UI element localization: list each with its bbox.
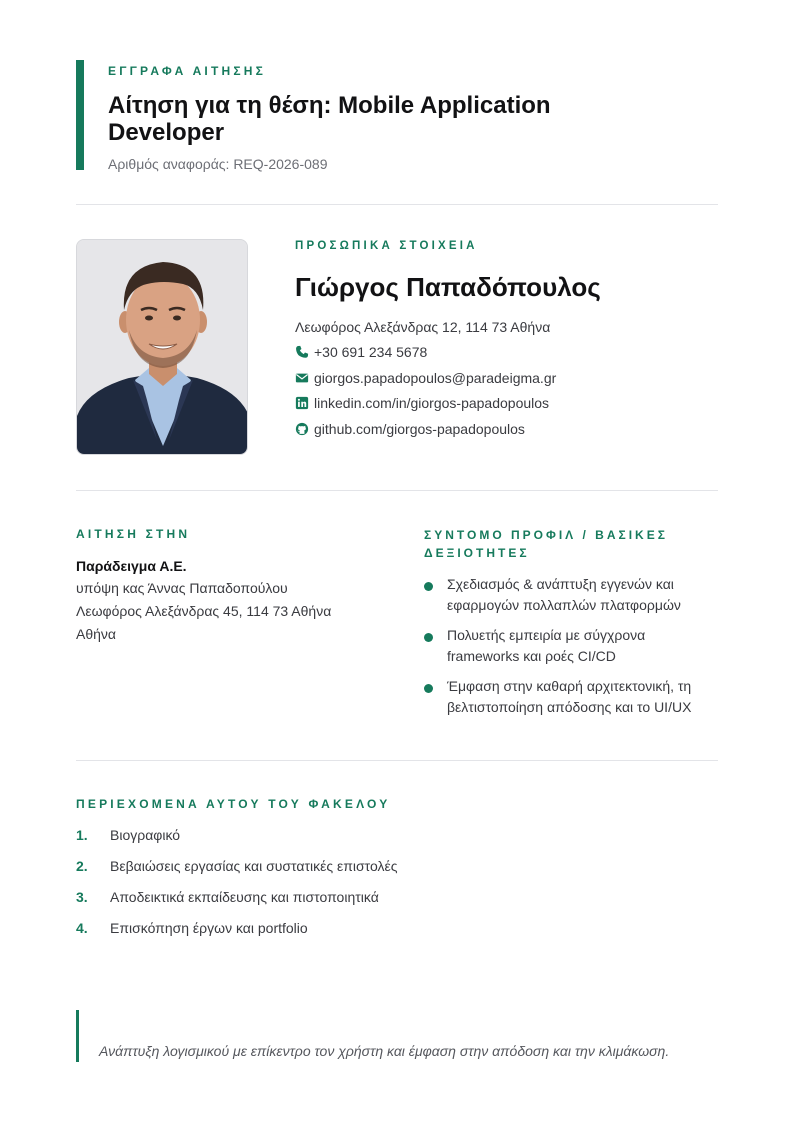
github-text: github.com/giorgos-papadopoulos — [314, 420, 525, 437]
item-number: 3. — [76, 889, 88, 905]
github-icon — [295, 422, 309, 436]
list-item — [76, 856, 718, 876]
item-label: Αποδεικτικά εκπαίδευσης και πιστοποιητικά — [110, 889, 379, 905]
bullet-dot-icon — [424, 582, 433, 591]
header-kicker: ΕΓΓΡΑΦΑ ΑΙΤΗΣΗΣ — [108, 64, 267, 78]
closing-quote — [76, 1010, 718, 1062]
contact-github[interactable] — [295, 420, 715, 438]
contact-email[interactable] — [295, 369, 715, 387]
contact-phone[interactable] — [295, 343, 715, 361]
item-label: Βιογραφικό — [110, 827, 181, 843]
contents-list — [76, 825, 718, 938]
personal-details — [295, 240, 715, 438]
contact-linkedin[interactable] — [295, 394, 715, 412]
email-icon — [295, 371, 309, 385]
contents-section-label: ΠΕΡΙΕΧΟΜΕΝΑ ΑΥΤΟΥ ΤΟΥ ΦΑΚΕΛΟΥ — [76, 797, 391, 811]
profile-photo — [76, 239, 248, 455]
recipient-line: υπόψη κας Άννας Παπαδοπούλου — [76, 580, 288, 596]
personal-section-label: ΠΡΟΣΩΠΙΚΑ ΣΤΟΙΧΕΙΑ — [295, 240, 478, 252]
divider — [76, 204, 718, 205]
reference-number: Αριθμός αναφοράς: REQ-2026-089 — [108, 156, 328, 172]
bullet-dot-icon — [424, 684, 433, 693]
quote-text: Ανάπτυξη λογισμικού με επίκεντρο τον χρήστη και έμφαση στην απόδοση και την κλιμάκωση. — [99, 1043, 670, 1059]
item-number: 4. — [76, 920, 88, 936]
bullet-dot-icon — [424, 633, 433, 642]
item-number: 1. — [76, 827, 88, 843]
list-item — [424, 574, 718, 616]
profile-block — [424, 526, 718, 727]
skill-text: Έμφαση στην καθαρή αρχιτεκτονική, τη βελτιστοποίηση απόδοσης και το UI/UX — [447, 678, 692, 715]
contents-block — [76, 797, 718, 949]
list-item — [424, 676, 718, 718]
applicant-address: Λεωφόρος Αλεξάνδρας 12, 114 73 Αθήνα — [295, 319, 551, 335]
list-item — [424, 625, 718, 667]
item-label: Επισκόπηση έργων και portfolio — [110, 920, 308, 936]
phone-icon — [295, 345, 309, 359]
item-number: 2. — [76, 858, 88, 874]
profile-section-label: ΣΥΝΤΟΜΟ ΠΡΟΦΙΛ / ΒΑΣΙΚΕΣ ΔΕΞΙΟΤΗΤΕΣ — [424, 528, 668, 560]
list-item — [76, 825, 718, 845]
list-item — [76, 887, 718, 907]
skill-text: Πολυετής εμπειρία με σύγχρονα frameworks και ροές CI/CD — [447, 627, 646, 664]
applicant-name: Γιώργος Παπαδόπουλος — [295, 272, 601, 302]
page-title: Αίτηση για τη θέση: Mobile Application Developer — [108, 92, 551, 146]
skills-list — [424, 574, 718, 718]
divider — [76, 760, 718, 761]
recipient-block — [76, 527, 396, 643]
header-block — [76, 60, 676, 170]
portrait-illustration — [77, 240, 248, 455]
list-item — [76, 918, 718, 938]
recipient-company: Παράδειγμα Α.Ε. — [76, 558, 187, 574]
email-text: giorgos.papadopoulos@paradeigma.gr — [314, 369, 557, 386]
item-label: Βεβαιώσεις εργασίας και συστατικές επιστολές — [110, 858, 398, 874]
skill-text: Σχεδιασμός & ανάπτυξη εγγενών και εφαρμογών πολλαπλών πλατφορμών — [447, 576, 681, 613]
recipient-line: Λεωφόρος Αλεξάνδρας 45, 114 73 Αθήνα — [76, 603, 332, 619]
linkedin-icon — [295, 396, 309, 410]
linkedin-text: linkedin.com/in/giorgos-papadopoulos — [314, 395, 550, 411]
divider — [76, 490, 718, 491]
recipient-line: Αθήνα — [76, 626, 117, 642]
recipient-section-label: ΑΙΤΗΣΗ ΣΤΗΝ — [76, 527, 191, 541]
phone-text: +30 691 234 5678 — [314, 344, 428, 360]
